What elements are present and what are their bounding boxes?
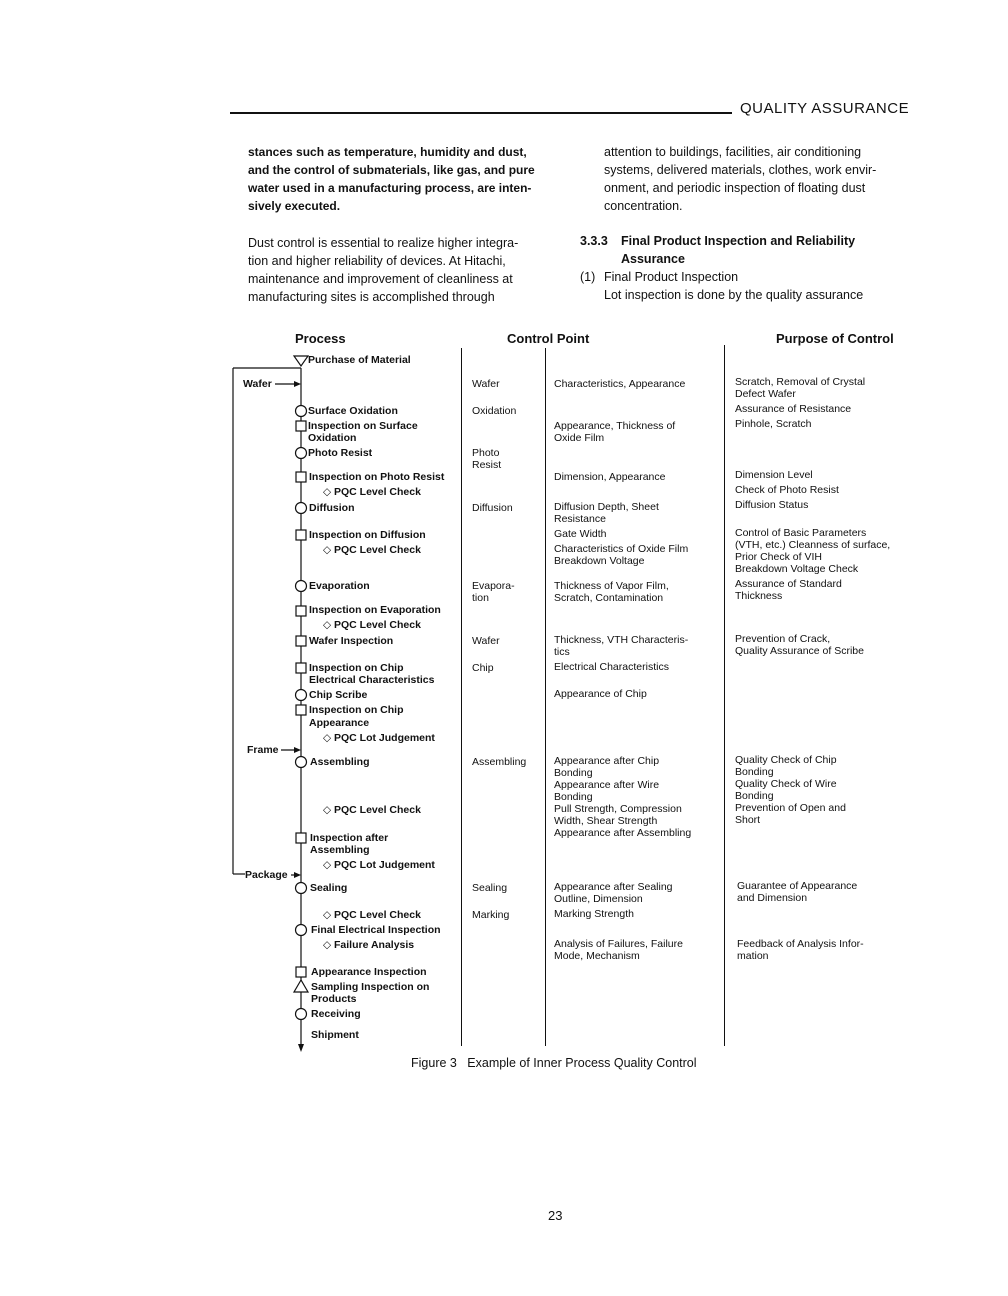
control-item: Appearance, Thickness of bbox=[554, 420, 676, 432]
stage-name: Assembling bbox=[472, 756, 527, 768]
operation-circle-icon bbox=[296, 406, 307, 417]
control-item: Gate Width bbox=[554, 528, 607, 540]
process-step: Sampling Inspection on bbox=[311, 981, 430, 993]
text-line: manufacturing sites is accomplished through bbox=[248, 290, 495, 304]
control-item: Bonding bbox=[554, 791, 593, 803]
figure-caption: Figure 3 Example of Inner Process Quality Control bbox=[411, 1056, 697, 1070]
purpose-item: Prior Check of VIH bbox=[735, 551, 822, 563]
control-item: Thickness of Vapor Film, bbox=[554, 580, 669, 592]
control-item: Electrical Characteristics bbox=[554, 661, 669, 673]
header-title: QUALITY ASSURANCE bbox=[740, 100, 910, 117]
text-line: systems, delivered materials, clothes, work envir- bbox=[604, 163, 877, 177]
operation-circle-icon bbox=[296, 581, 307, 592]
process-step: Shipment bbox=[311, 1029, 359, 1041]
process-step: Sealing bbox=[310, 882, 348, 894]
purpose-item: Assurance of Resistance bbox=[735, 403, 852, 415]
process-step: Wafer Inspection bbox=[309, 635, 394, 647]
stage-name: tion bbox=[472, 592, 489, 604]
process-step: ◇ PQC Level Check bbox=[323, 909, 421, 921]
inspection-square-icon bbox=[296, 421, 306, 431]
control-item: Mode, Mechanism bbox=[554, 950, 640, 962]
text-line: water used in a manufacturing process, are inten- bbox=[248, 181, 532, 195]
purpose-item: Quality Check of Wire bbox=[735, 778, 837, 790]
process-step: ◇ Failure Analysis bbox=[323, 939, 415, 951]
branch-package-arrowhead bbox=[294, 872, 301, 878]
flow-end-arrowhead bbox=[298, 1044, 304, 1052]
process-step: Inspection on Evaporation bbox=[309, 604, 441, 616]
control-item: Outline, Dimension bbox=[554, 893, 643, 905]
control-item: Bonding bbox=[554, 767, 593, 779]
process-step: Appearance Inspection bbox=[311, 966, 427, 978]
control-item: Scratch, Contamination bbox=[554, 592, 664, 604]
process-step: Inspection after bbox=[310, 832, 389, 844]
inspection-square-icon bbox=[296, 967, 306, 977]
process-step: Diffusion bbox=[309, 502, 355, 514]
process-step: ◇ PQC Lot Judgement bbox=[323, 732, 435, 744]
stage-name: Diffusion bbox=[472, 502, 513, 514]
purpose-item: Breakdown Voltage Check bbox=[735, 563, 859, 575]
control-item: Diffusion Depth, Sheet bbox=[554, 501, 659, 513]
stage-name: Oxidation bbox=[472, 405, 517, 417]
text-line: Dust control is essential to realize higher integra- bbox=[248, 236, 519, 250]
inspection-square-icon bbox=[296, 705, 306, 715]
stage-name: Evapora- bbox=[472, 580, 515, 592]
stage-name: Sealing bbox=[472, 882, 508, 894]
section-title-line1: Final Product Inspection and Reliability bbox=[621, 234, 856, 248]
control-item: Analysis of Failures, Failure bbox=[554, 938, 683, 950]
page-number: 23 bbox=[548, 1208, 563, 1223]
branch-label-package: Package bbox=[245, 869, 288, 881]
control-item: Dimension, Appearance bbox=[554, 471, 666, 483]
operation-circle-icon bbox=[296, 448, 307, 459]
text-line: sively executed. bbox=[248, 199, 341, 213]
purpose-item: Prevention of Crack, bbox=[735, 633, 831, 645]
process-step: Inspection on Chip bbox=[309, 662, 404, 674]
stage-name: Wafer bbox=[472, 378, 500, 390]
inspection-square-icon bbox=[296, 833, 306, 843]
stage-name: Chip bbox=[472, 662, 494, 674]
control-item: Appearance after Assembling bbox=[554, 827, 692, 839]
process-step: Inspection on Photo Resist bbox=[309, 471, 445, 483]
control-item: Characteristics, Appearance bbox=[554, 378, 686, 390]
inspection-square-icon bbox=[296, 663, 306, 673]
stage-name: Wafer bbox=[472, 635, 500, 647]
control-item: Appearance after Wire bbox=[554, 779, 660, 791]
purpose-item: Feedback of Analysis Infor- bbox=[737, 938, 864, 950]
process-step: Receiving bbox=[311, 1008, 361, 1020]
process-step: Oxidation bbox=[308, 432, 357, 444]
purpose-item: Quality Assurance of Scribe bbox=[735, 645, 864, 657]
control-item: Breakdown Voltage bbox=[554, 555, 645, 567]
purpose-item: Defect Wafer bbox=[735, 388, 796, 400]
branch-label-frame: Frame bbox=[247, 744, 279, 756]
control-item: Appearance after Sealing bbox=[554, 881, 673, 893]
process-step: Assembling bbox=[310, 844, 370, 856]
process-step: Inspection on Diffusion bbox=[309, 529, 426, 541]
purpose-item: mation bbox=[737, 950, 769, 962]
text-line: maintenance and improvement of cleanliness at bbox=[248, 272, 513, 286]
process-step: Surface Oxidation bbox=[308, 405, 398, 417]
purpose-item: Short bbox=[735, 814, 761, 826]
stage-name: Photo bbox=[472, 447, 500, 459]
process-step: ◇ PQC Level Check bbox=[323, 486, 421, 498]
purpose-item: and Dimension bbox=[737, 892, 808, 904]
purpose-item: Bonding bbox=[735, 766, 774, 778]
process-step: Purchase of Material bbox=[308, 354, 411, 366]
purpose-item: Thickness bbox=[735, 590, 783, 602]
text-line: attention to buildings, facilities, air conditioning bbox=[604, 145, 862, 159]
section-number: 3.3.3 bbox=[580, 234, 608, 248]
stage-name: Marking bbox=[472, 909, 510, 921]
text-line: and the control of submaterials, like gas, and pure bbox=[248, 163, 535, 177]
branch-wafer-arrowhead bbox=[294, 381, 301, 387]
purpose-item: (VTH, etc.) Cleanness of surface, bbox=[735, 539, 891, 551]
inspection-square-icon bbox=[296, 606, 306, 616]
control-item: Appearance of Chip bbox=[554, 688, 647, 700]
inspection-square-icon bbox=[296, 636, 306, 646]
purpose-item: Scratch, Removal of Crystal bbox=[735, 376, 866, 388]
control-item: Appearance after Chip bbox=[554, 755, 660, 767]
storage-triangle-icon bbox=[294, 356, 308, 366]
process-step: Chip Scribe bbox=[309, 689, 368, 701]
process-step: Inspection on Chip bbox=[309, 704, 404, 716]
branch-label-wafer: Wafer bbox=[243, 378, 272, 390]
inspection-square-icon bbox=[296, 472, 306, 482]
control-item: Marking Strength bbox=[554, 908, 634, 920]
section-title-line2: Assurance bbox=[621, 252, 685, 266]
control-item: tics bbox=[554, 646, 570, 658]
purpose-item: Quality Check of Chip bbox=[735, 754, 837, 766]
purpose-item: Control of Basic Parameters bbox=[735, 527, 867, 539]
process-step: Products bbox=[311, 993, 357, 1005]
stage-name: Resist bbox=[472, 459, 502, 471]
operation-circle-icon bbox=[296, 757, 307, 768]
purpose-item: Dimension Level bbox=[735, 469, 813, 481]
purpose-item: Bonding bbox=[735, 790, 774, 802]
process-step: Inspection on Surface bbox=[308, 420, 418, 432]
sampling-triangle-icon bbox=[294, 980, 308, 992]
operation-circle-icon bbox=[296, 1009, 307, 1020]
item-title: Final Product Inspection bbox=[604, 270, 739, 284]
purpose-item: Prevention of Open and bbox=[735, 802, 846, 814]
column-heading-purpose: Purpose of Control bbox=[776, 331, 894, 346]
control-item: Resistance bbox=[554, 513, 606, 525]
purpose-item: Pinhole, Scratch bbox=[735, 418, 812, 430]
operation-circle-icon bbox=[296, 503, 307, 514]
branch-frame-arrowhead bbox=[294, 747, 301, 753]
process-step: Photo Resist bbox=[308, 447, 373, 459]
process-step: ◇ PQC Level Check bbox=[323, 619, 421, 631]
column-heading-process: Process bbox=[295, 331, 346, 346]
process-step: ◇ PQC Level Check bbox=[323, 804, 421, 816]
process-step: Evaporation bbox=[309, 580, 370, 592]
text-line: onment, and periodic inspection of floating dust bbox=[604, 181, 866, 195]
control-item: Pull Strength, Compression bbox=[554, 803, 682, 815]
text-line: tion and higher reliability of devices. At Hitachi, bbox=[248, 254, 506, 268]
item-label: (1) bbox=[580, 270, 596, 284]
purpose-item: Assurance of Standard bbox=[735, 578, 842, 590]
process-step: Assembling bbox=[310, 756, 370, 768]
purpose-item: Check of Photo Resist bbox=[735, 484, 839, 496]
operation-circle-icon bbox=[296, 883, 307, 894]
item-text: Lot inspection is done by the quality assurance bbox=[604, 288, 864, 302]
text-line: concentration. bbox=[604, 199, 683, 213]
purpose-item: Guarantee of Appearance bbox=[737, 880, 858, 892]
inspection-square-icon bbox=[296, 530, 306, 540]
process-step: Electrical Characteristics bbox=[309, 674, 435, 686]
process-step: Appearance bbox=[309, 717, 370, 729]
text-line: stances such as temperature, humidity and dust, bbox=[248, 145, 527, 159]
process-step: ◇ PQC Level Check bbox=[323, 544, 421, 556]
process-step: ◇ PQC Lot Judgement bbox=[323, 859, 435, 871]
purpose-item: Diffusion Status bbox=[735, 499, 809, 511]
process-step: Final Electrical Inspection bbox=[311, 924, 441, 936]
control-item: Thickness, VTH Characteris- bbox=[554, 634, 689, 646]
control-item: Characteristics of Oxide Film bbox=[554, 543, 689, 555]
operation-circle-icon bbox=[296, 690, 307, 701]
control-item: Oxide Film bbox=[554, 432, 605, 444]
control-item: Width, Shear Strength bbox=[554, 815, 658, 827]
operation-circle-icon bbox=[296, 925, 307, 936]
column-heading-control-point: Control Point bbox=[507, 331, 590, 346]
